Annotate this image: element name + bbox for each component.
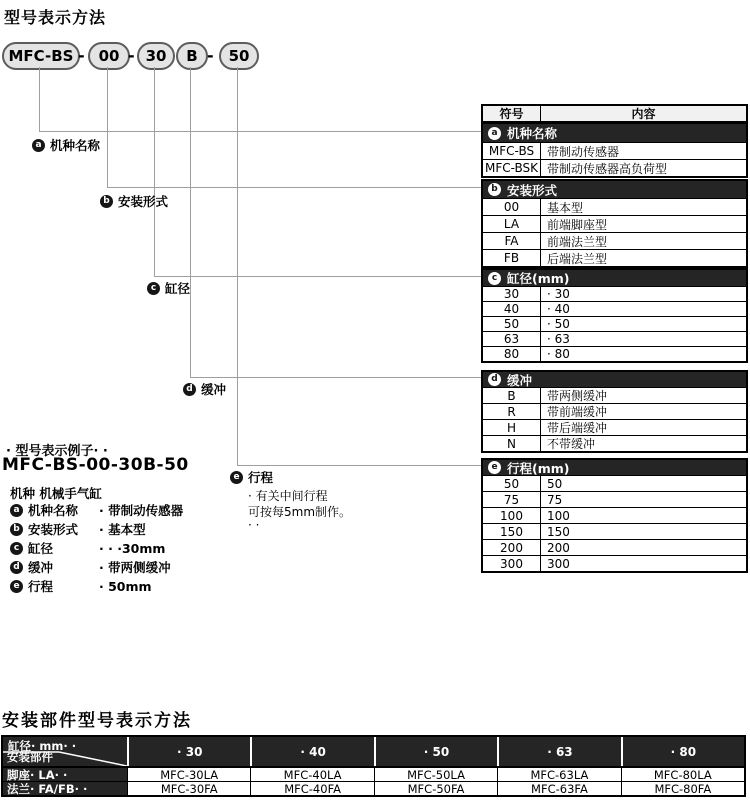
table-row — [483, 523, 746, 539]
example-label: 行程 — [28, 579, 54, 594]
letter-b-badge-icon: b — [100, 195, 113, 208]
connector-line-e — [237, 67, 238, 465]
symbol-cell: 80 — [483, 347, 541, 361]
table-row — [483, 507, 746, 523]
symbol-cell: 100 — [483, 508, 541, 523]
connector-line-b — [107, 67, 108, 187]
spec-section-cushion — [481, 370, 748, 453]
table-row — [483, 555, 746, 571]
mount-row-flange — [3, 781, 744, 795]
corner-bottom-label: 安装部件 — [7, 750, 53, 764]
mount-cell: MFC-80LA — [621, 768, 744, 781]
connector-line-a — [39, 131, 481, 132]
content-cell: 前端法兰型 — [547, 234, 608, 249]
symbol-cell: R — [483, 404, 541, 419]
section-title: 行程(mm) — [507, 460, 570, 476]
callout-label: 缸径 — [165, 281, 191, 296]
content-cell: 200 — [547, 540, 570, 555]
content-cell: · 50 — [547, 317, 570, 331]
content-cell: 75 — [547, 492, 563, 507]
model-dash: - — [128, 46, 135, 65]
content-cell: 带前端缓冲 — [547, 405, 608, 419]
section-header — [483, 372, 746, 387]
callout-mounting — [100, 192, 168, 210]
content-cell: 带两侧缓冲 — [547, 389, 608, 403]
table-row — [483, 215, 746, 232]
table-row — [483, 198, 746, 215]
mount-col-header: · 40 — [250, 737, 373, 766]
example-label: 缓冲 — [28, 560, 54, 575]
content-cell: 50 — [547, 476, 563, 491]
callout-bore — [147, 279, 190, 297]
example-row-bore — [10, 539, 165, 557]
spec-col-content: 内容 — [631, 107, 656, 121]
mount-cell: MFC-63LA — [497, 768, 620, 781]
content-cell: 100 — [547, 508, 570, 523]
mount-row-label: 法兰· FA/FB· · — [3, 782, 127, 795]
section-header — [483, 270, 746, 286]
table-row — [483, 301, 746, 316]
symbol-cell: N — [483, 436, 541, 451]
symbol-cell: 75 — [483, 492, 541, 507]
section-title: 缸径(mm) — [507, 271, 570, 286]
content-cell: 带制动传感器 — [547, 144, 620, 159]
model-dash: - — [207, 46, 214, 65]
section-header — [483, 181, 746, 198]
mount-cell: MFC-40LA — [250, 768, 373, 781]
letter-d-badge-icon: d — [488, 373, 501, 386]
table-row — [483, 491, 746, 507]
stroke-note-line-1: · 有关中间行程 — [248, 489, 328, 503]
symbol-cell: H — [483, 420, 541, 435]
letter-a-badge-icon: a — [10, 504, 23, 517]
table-row — [483, 387, 746, 403]
model-segment-cushion: B — [176, 42, 208, 70]
content-cell: 后端法兰型 — [547, 251, 608, 266]
mount-row-foot — [3, 768, 744, 781]
mount-col-header: · 50 — [374, 737, 497, 766]
callout-stroke — [230, 468, 273, 486]
content-cell: 带后端缓冲 — [547, 421, 608, 435]
spec-col-symbol: 符号 — [483, 106, 541, 121]
stroke-note-line-2: 可按每5mm制作。 — [248, 505, 352, 519]
callout-label: 安装形式 — [118, 194, 169, 209]
mount-table-title: 安装部件型号表示方法 — [2, 711, 192, 731]
example-row-mounting — [10, 520, 146, 538]
mount-table-corner-cell — [3, 737, 127, 766]
example-value: · · ·30mm — [99, 540, 166, 556]
section-title: 缓冲 — [507, 372, 533, 388]
mount-cell: MFC-30LA — [127, 768, 250, 781]
table-row — [483, 286, 746, 301]
example-value: · 基本型 — [99, 522, 146, 537]
symbol-cell: FB — [483, 250, 541, 266]
example-value: · 50mm — [99, 578, 152, 594]
table-row — [483, 403, 746, 419]
letter-a-badge-icon: a — [32, 139, 45, 152]
symbol-cell: 50 — [483, 317, 541, 331]
symbol-cell: 00 — [483, 199, 541, 215]
callout-label: 缓冲 — [201, 382, 227, 397]
example-label: 机种名称 — [28, 503, 79, 518]
letter-e-badge-icon: e — [230, 471, 243, 484]
table-row — [483, 475, 746, 491]
symbol-cell: 300 — [483, 556, 541, 571]
symbol-cell: 40 — [483, 302, 541, 316]
mount-cell: MFC-50LA — [374, 768, 497, 781]
example-value: · 带制动传感器 — [99, 503, 184, 518]
mount-cell: MFC-80FA — [621, 782, 744, 795]
table-row — [483, 419, 746, 435]
callout-cushion — [183, 380, 226, 398]
content-cell: 前端脚座型 — [547, 217, 608, 232]
example-label: 缸径 — [28, 541, 54, 556]
connector-line-b — [107, 187, 481, 188]
mount-cell: MFC-40FA — [250, 782, 373, 795]
example-subtitle: 机种 机械手气缸 — [10, 486, 102, 501]
mount-col-header: · 80 — [621, 737, 744, 766]
symbol-cell: 50 — [483, 476, 541, 491]
example-value: · 带两侧缓冲 — [99, 560, 171, 575]
example-row-cushion — [10, 558, 171, 576]
callout-series — [32, 136, 100, 154]
spec-table-header — [481, 104, 748, 123]
table-row — [483, 159, 746, 176]
letter-b-badge-icon: b — [488, 183, 501, 196]
page-title: 型号表示方法 — [4, 8, 107, 27]
symbol-cell: MFC-BS — [483, 143, 541, 159]
table-row — [483, 232, 746, 249]
section-title: 机种名称 — [507, 126, 558, 141]
section-header — [483, 124, 746, 142]
callout-label: 行程 — [248, 470, 274, 485]
connector-line-d — [190, 377, 481, 378]
stroke-note-line-3: · · — [248, 518, 260, 532]
mount-table-header-row — [3, 737, 744, 768]
mount-table — [1, 735, 746, 797]
letter-c-badge-icon: c — [147, 282, 160, 295]
table-row — [483, 435, 746, 451]
model-segment-stroke: 50 — [219, 42, 259, 70]
table-row — [483, 331, 746, 346]
table-row — [483, 316, 746, 331]
symbol-cell: 150 — [483, 524, 541, 539]
connector-line-c — [154, 276, 481, 277]
model-segment-series: MFC-BS — [2, 42, 80, 70]
connector-line-a — [39, 67, 40, 131]
letter-d-badge-icon: d — [10, 561, 23, 574]
example-row-series — [10, 501, 183, 519]
connector-line-c — [154, 67, 155, 276]
connector-line-e — [237, 465, 481, 466]
letter-a-badge-icon: a — [488, 127, 501, 140]
example-model-number: MFC-BS-00-30B-50 — [2, 455, 189, 475]
mount-cell: MFC-30FA — [127, 782, 250, 795]
content-cell: 不带缓冲 — [547, 437, 596, 451]
mount-cell: MFC-50FA — [374, 782, 497, 795]
spec-section-bore — [481, 268, 748, 363]
connector-line-d — [190, 67, 191, 377]
mount-row-label: 脚座· LA· · — [3, 768, 127, 781]
letter-e-badge-icon: e — [10, 580, 23, 593]
content-cell: 基本型 — [547, 200, 584, 215]
spec-section-mounting — [481, 179, 748, 268]
symbol-cell: MFC-BSK — [483, 160, 541, 176]
mount-col-header: · 63 — [497, 737, 620, 766]
symbol-cell: 200 — [483, 540, 541, 555]
content-cell: · 30 — [547, 287, 570, 301]
content-cell: 150 — [547, 524, 570, 539]
letter-d-badge-icon: d — [183, 383, 196, 396]
table-row — [483, 142, 746, 159]
content-cell: · 80 — [547, 347, 570, 361]
section-title: 安装形式 — [507, 182, 558, 198]
callout-label: 机种名称 — [50, 138, 101, 153]
mount-col-header: · 30 — [127, 737, 250, 766]
model-segment-bore: 30 — [137, 42, 175, 70]
symbol-cell: FA — [483, 233, 541, 249]
content-cell: 300 — [547, 556, 570, 571]
content-cell: · 63 — [547, 332, 570, 346]
table-row — [483, 539, 746, 555]
letter-e-badge-icon: e — [488, 461, 501, 474]
symbol-cell: LA — [483, 216, 541, 232]
symbol-cell: B — [483, 388, 541, 403]
example-title: · 型号表示例子· · — [6, 444, 108, 459]
corner-top-label: 缸径· mm· · — [8, 739, 77, 753]
model-segment-mounting: 00 — [88, 42, 130, 70]
content-cell: 带制动传感器高负荷型 — [547, 161, 668, 176]
table-row — [483, 346, 746, 361]
section-header — [483, 460, 746, 475]
content-cell: · 40 — [547, 302, 570, 316]
table-row — [483, 249, 746, 266]
letter-c-badge-icon: c — [488, 272, 501, 285]
example-label: 安装形式 — [28, 522, 79, 537]
spec-section-stroke — [481, 458, 748, 573]
model-dash: - — [78, 46, 85, 65]
letter-c-badge-icon: c — [10, 542, 23, 555]
spec-section-series — [481, 122, 748, 178]
mount-cell: MFC-63FA — [497, 782, 620, 795]
symbol-cell: 63 — [483, 332, 541, 346]
symbol-cell: 30 — [483, 287, 541, 301]
letter-b-badge-icon: b — [10, 523, 23, 536]
example-row-stroke — [10, 577, 152, 595]
